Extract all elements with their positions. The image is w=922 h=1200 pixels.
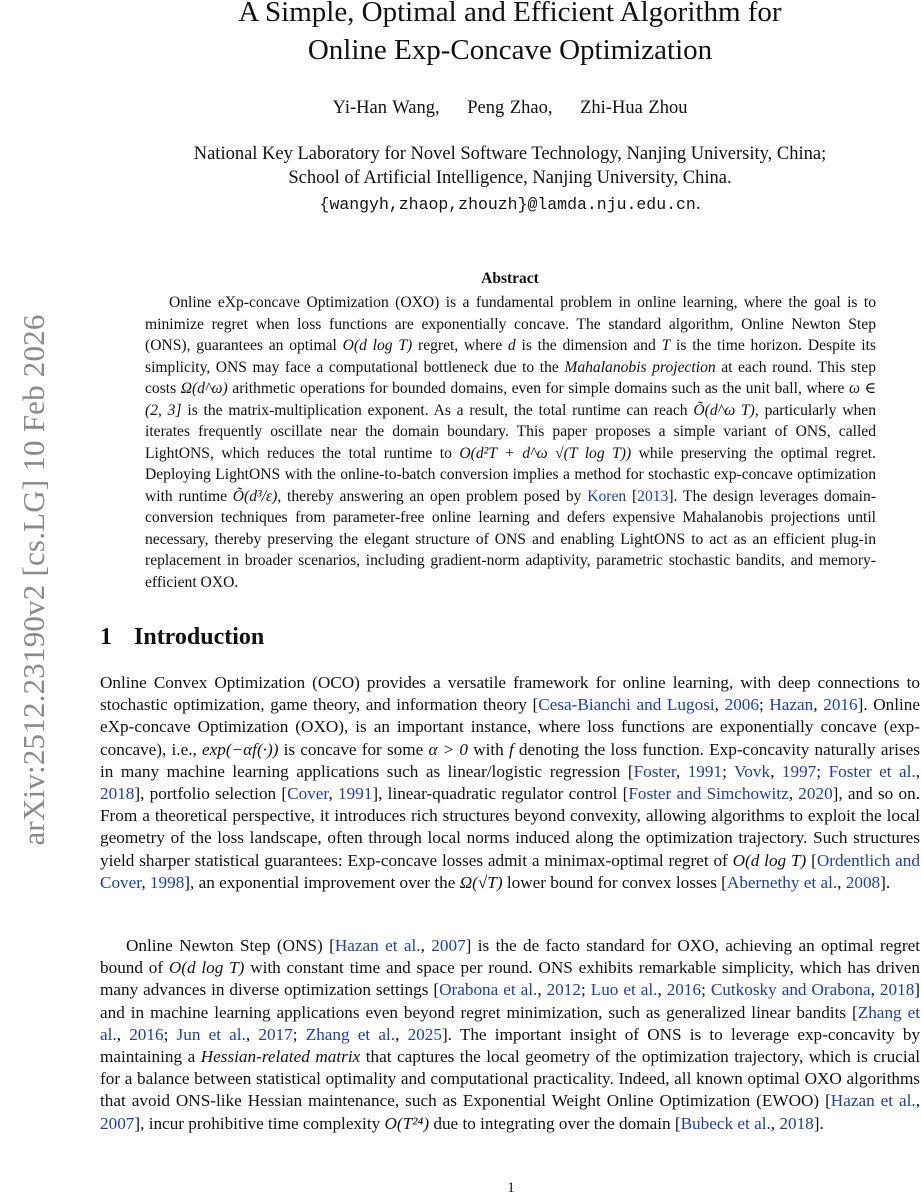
emphasis: Hessian-related matrix <box>200 1047 361 1067</box>
math: Ω(√T) <box>459 872 503 892</box>
math: O(d log T) <box>342 337 413 354</box>
citation-link[interactable]: 2016 <box>666 980 702 1000</box>
citation-link[interactable]: Bubeck et al. <box>680 1113 771 1133</box>
math: exp(−αf(·)) <box>201 739 279 759</box>
citation-link[interactable]: 2012 <box>546 980 581 1000</box>
citation-link[interactable]: 2017 <box>258 1024 293 1044</box>
author-name: Zhi-Hua Zhou <box>580 98 688 118</box>
paper-title-line-1: A Simple, Optimal and Efficient Algorithm for <box>238 0 782 28</box>
citation-link[interactable]: Orabona et al. <box>439 980 538 1000</box>
citation-link[interactable]: 2020 <box>798 784 833 804</box>
author-email: {wangyh,zhaop,zhouzh}@lamda.nju.edu.cn. <box>319 194 701 214</box>
abstract-heading: Abstract <box>481 270 539 287</box>
math: O(T²⁴) <box>384 1113 430 1133</box>
citation-link[interactable]: Hazan <box>769 695 814 715</box>
citation-link[interactable]: 2006 <box>724 695 759 715</box>
arxiv-identifier: arXiv:2512.23190v2 [cs.LG] 10 Feb 2026 <box>16 314 51 846</box>
math: d <box>507 337 516 354</box>
citation-link[interactable]: 2007 <box>431 936 466 955</box>
affiliation-line-1: National Key Laboratory for Novel Software Technology, Nanjing University, China; <box>193 144 827 164</box>
intro-paragraph-1: Online Convex Optimization (OCO) provides a versatile framework for online learning, with deep connections to stochastic optimization, game theory, and information theory [Cesa-Bianchi and Lugosi, 2006; Hazan, 2016]. Online eXp-concave Optimization (OXO), is an important instance, where loss functions are exponentially concave (exp-concave), i.e., exp(−αf(·)) is concave for some α > 0 with f denoting the loss function. Exp-concavity naturally arises in many machine learning applications such as linear/logistic regression [Foster, 1991; Vovk, 1997; Foster et al., 2018], portfolio selection [Cover, 1991], linear-quadratic regulator control [Foster and Simchowitz, 2020], and so on. From a theoretical perspective, it introduces rich structures beyond convexity, allowing algorithms to exploit the local geometry of the loss landscape, often through local norms induced along the optimization trajectory. Such structures yield sharper statistical guarantees: Exp-concave losses admit a minimax-optimal regret of O(d log T) [Ordentlich and Cover, 1998], an exponential improvement over the Ω(√T) lower bound for convex losses [Abernethy et al., 2008]. <box>100 673 921 892</box>
citation-link[interactable]: 2025 <box>407 1024 442 1044</box>
math: f <box>508 739 514 759</box>
citation-link[interactable]: Ordentlich and Cover <box>100 850 920 892</box>
page-number: 1 <box>507 1180 515 1196</box>
paper-title-line-2: Online Exp-Concave Optimization <box>307 34 713 66</box>
math: α > 0 <box>428 739 469 759</box>
citation-link[interactable]: 2018 <box>879 980 915 1000</box>
citation-link[interactable]: 1991 <box>687 761 723 781</box>
citation-link[interactable]: 2018 <box>100 784 135 804</box>
section-number: 1 <box>100 624 112 650</box>
citation-link[interactable]: Foster <box>633 761 676 781</box>
math: ω ∈ (2, 3] <box>145 380 877 419</box>
citation-link[interactable]: Cesa-Bianchi and Lugosi <box>538 695 715 715</box>
citation-link[interactable]: Foster et al. <box>828 761 916 781</box>
author-list <box>100 98 920 119</box>
citation-link[interactable]: 2008 <box>845 872 881 892</box>
math: Õ(d³/ε) <box>232 487 278 505</box>
citation-link[interactable]: Cutkosky and Orabona <box>710 980 871 1000</box>
citation-link[interactable]: Zhang et al. <box>100 1002 920 1044</box>
citation-link[interactable]: 1991 <box>338 784 373 804</box>
math: Õ(d^ω T) <box>693 401 755 419</box>
author-name: Peng Zhao, <box>467 98 553 118</box>
citation-link[interactable]: 1998 <box>149 872 185 892</box>
citation-link[interactable]: Vovk <box>734 761 771 781</box>
math: Ω(d^ω) <box>180 380 228 397</box>
math: O(d log T) <box>732 850 807 870</box>
citation-link[interactable]: 1997 <box>781 761 817 781</box>
section-title: Introduction <box>134 624 265 650</box>
citation-link[interactable]: 2007 <box>100 1113 135 1133</box>
citation-link[interactable]: Foster and Simchowitz <box>628 784 789 804</box>
citation-link[interactable]: 2016 <box>129 1024 164 1044</box>
emphasis: Mahalanobis projection <box>564 358 716 376</box>
citation-link[interactable]: 2013 <box>637 487 669 505</box>
math: O(d log T) <box>168 958 245 978</box>
section-heading <box>100 624 264 651</box>
affiliation-line-2: School of Artificial Intelligence, Nanjing University, China. <box>288 168 732 188</box>
abstract-body: Online eXp-concave Optimization (OXO) is a fundamental problem in online learning, where the goal is to minimize regret when loss functions are exponentially concave. The standard algorithm, Online Newton Step (ONS), guarantees an optimal O(d log T) regret, where d is the dimension and T is the time horizon. Despite its simplicity, ONS may face a computational bottleneck due to the Mahalanobis projection at each round. This step costs Ω(d^ω) arithmetic operations for bounded domains, even for simple domains such as the unit ball, where ω ∈ (2, 3] is the matrix-multiplication exponent. As a result, the total runtime can reach Õ(d^ω T), particularly when iterates frequently oscillate near the domain boundary. This paper proposes a simple variant of ONS, called LightONS, which reduces the total runtime to O(d²T + d^ω √(T log T)) while preserving the optimal regret. Deploying LightONS with the online-to-batch conversion implies a method for stochastic exp-concave optimization with runtime Õ(d³/ε), thereby answering an open problem posed by Koren [2013]. The design leverages domain-conversion techniques from parameter-free online learning and defers expensive Mahalanobis projections until necessary, thereby preserving the elegant structure of ONS and enabling LightONS to act as an efficient plug-in replacement in broader scenarios, including gradient-norm adaptivity, parametric stochastic bandits, and memory-efficient OXO. <box>145 294 877 591</box>
math: T <box>661 337 671 354</box>
citation-link[interactable]: Zhang et al. <box>305 1024 396 1044</box>
email-address: {wangyh,zhaop,zhouzh}@lamda.nju.edu.cn <box>319 195 696 214</box>
citation-link[interactable]: Hazan et al. <box>334 936 421 955</box>
citation-link[interactable]: Cover <box>287 784 329 804</box>
citation-link[interactable]: Jun et al. <box>176 1024 246 1044</box>
citation-link[interactable]: 2016 <box>823 695 858 715</box>
citation-link[interactable]: Koren <box>587 487 627 505</box>
citation-link[interactable]: Abernethy et al. <box>726 872 838 892</box>
intro-paragraph-2: Online Newton Step (ONS) [Hazan et al., 2007] is the de facto standard for OXO, achieving an optimal regret bound of O(d log T) with constant time and space per round. ONS exhibits remarkable simplicity, which has driven many advances in diverse optimization settings [Orabona et al., 2012; Luo et al., 2016; Cutkosky and Orabona, 2018] and in machine learning applications even beyond regret minimization, such as generalized linear bandits [Zhang et al., 2016; Jun et al., 2017; Zhang et al., 2025]. The important insight of ONS is to leverage exp-concavity by maintaining a Hessian-related matrix that captures the local geometry of the optimization trajectory, which is crucial for a balance between statistical optimality and computational practicality. Indeed, all known optimal OXO algorithms that avoid ONS-like Hessian maintenance, such as Exponential Weight Online Optimization (EWOO) [Hazan et al., 2007], incur prohibitive time complexity O(T²⁴) due to integrating over the domain [Bubeck et al., 2018]. <box>100 936 921 1133</box>
citation-link[interactable]: Luo et al. <box>590 980 658 1000</box>
author-name: Yi-Han Wang, <box>332 98 440 118</box>
citation-link[interactable]: Hazan et al. <box>830 1091 916 1111</box>
citation-link[interactable]: 2018 <box>779 1113 814 1133</box>
math: O(d²T + d^ω √(T log T)) <box>459 444 632 462</box>
